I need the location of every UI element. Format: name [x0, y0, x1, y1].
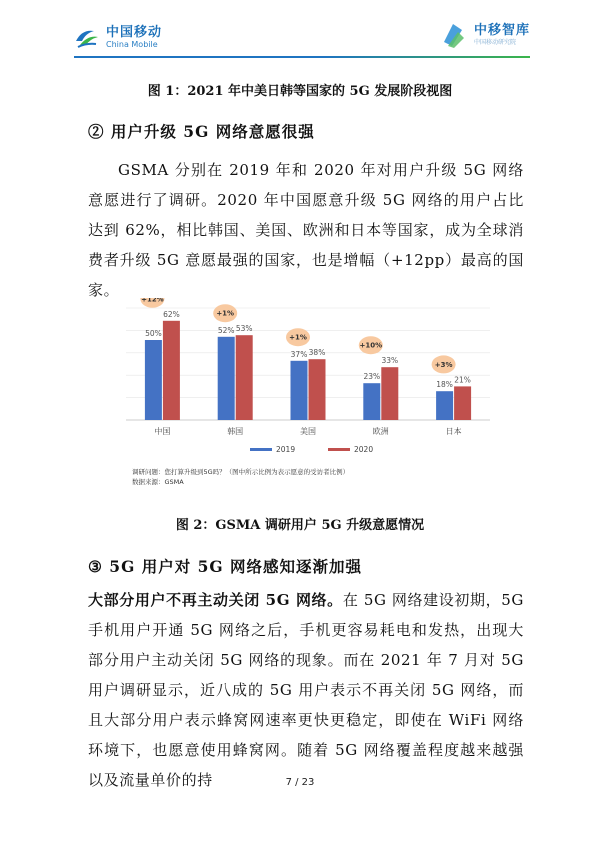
increase-badge-label-0: +12%: [141, 298, 164, 304]
bar-2020-4: [454, 386, 471, 420]
bar-2019-0: [145, 340, 162, 420]
legend-label-2019: 2019: [276, 445, 296, 454]
bar-label-2019-0: 50%: [145, 329, 162, 338]
increase-badge-label-1: +1%: [216, 309, 235, 318]
section2-paragraph-text: GSMA 分别在 2019 年和 2020 年对用户升级 5G 网络意愿进行了调研。2020 年中国愿意升级 5G 网络的用户占比达到 62%，相比韩国、美国、欧洲和日本等国家，成为全球消费者升级 5G 意愿最强的国家，也是增幅（+12pp）最高的国家。: [88, 161, 524, 299]
bar-label-2019-4: 18%: [436, 380, 453, 390]
page-number: 7 / 23: [285, 777, 315, 788]
think-tank-logo: [438, 20, 530, 50]
chart-note-source: 数据来源：GSMA: [132, 478, 184, 486]
bar-2019-2: [291, 361, 308, 420]
increase-badge-label-2: +1%: [289, 333, 307, 342]
chart-note-question: 调研问题：您打算升级到5G吗？（图中所示比例为表示愿意的受访者比例）: [132, 468, 350, 476]
legend-swatch-2019: [250, 448, 272, 451]
bar-2020-1: [236, 335, 253, 420]
figure2-caption: 图 2：GSMA 调研用户 5G 升级意愿情况: [175, 518, 425, 533]
category-label-3: 欧洲: [372, 427, 389, 436]
bar-label-2020-3: 33%: [381, 356, 399, 366]
category-label-2: 美国: [300, 427, 316, 436]
bar-2019-3: [363, 383, 380, 420]
bar-label-2020-4: 21%: [454, 375, 471, 385]
section2-heading: ② 用户升级 5G 网络意愿很强: [88, 122, 315, 141]
bar-label-2020-2: 38%: [308, 348, 326, 358]
think-tank-logo-sub: 中国移动研究院: [473, 39, 516, 46]
section3-heading: ③ 5G 用户对 5G 网络感知逐渐加强: [88, 557, 363, 576]
figure1-caption: 图 1：2021 年中美日韩等国家的 5G 发展阶段视图: [147, 84, 453, 99]
bar-2020-0: [163, 321, 180, 420]
bar-2020-3: [381, 367, 398, 420]
think-tank-logo-cn: 中移智库: [473, 23, 530, 38]
increase-badge-label-4: +3%: [434, 360, 453, 369]
category-label-1: 韩国: [227, 427, 244, 436]
legend-label-2020: 2020: [354, 445, 374, 454]
bar-2019-4: [436, 391, 453, 420]
bar-label-2019-1: 52%: [217, 325, 235, 335]
think-tank-emblem-icon: [438, 20, 468, 50]
china-mobile-logo-en: China Mobile: [106, 40, 158, 49]
category-label-0: 中国: [154, 427, 171, 436]
bar-label-2020-1: 53%: [235, 324, 253, 334]
increase-badge-label-3: +10%: [359, 341, 383, 350]
china-mobile-logo-cn: 中国移动: [106, 25, 163, 40]
category-label-4: 日本: [445, 427, 462, 436]
header-divider: [74, 56, 530, 58]
bar-label-2019-2: 37%: [290, 349, 308, 359]
china-mobile-emblem-icon: [74, 27, 100, 49]
legend-swatch-2020: [328, 448, 350, 451]
bar-2020-2: [309, 359, 326, 420]
bar-2019-1: [218, 337, 235, 420]
section3-lead-bold: 大部分用户不再主动关闭 5G 网络。: [88, 591, 343, 609]
section2-paragraph: [88, 155, 524, 305]
section3-paragraph: [88, 585, 524, 795]
china-mobile-logo: [74, 26, 162, 49]
section3-paragraph-text: 在 5G 网络建设初期，5G 手机用户开通 5G 网络之后，手机更容易耗电和发热，出现大部分用户主动关闭 5G 网络的现象。而在 2021 年 7 月对 5G 用户调研显示，近八成的 5G 用户表示不再关闭 5G 网络，而且大部分用户表示蜂窝网速率更快更稳定，即使在 WiFi 网络环境下，也愿意使用蜂窝网。随着 5G 网络覆盖程度越来越强以及流量单价的持: [88, 591, 524, 789]
bar-label-2019-3: 23%: [363, 372, 381, 382]
bar-label-2020-0: 62%: [163, 309, 180, 319]
